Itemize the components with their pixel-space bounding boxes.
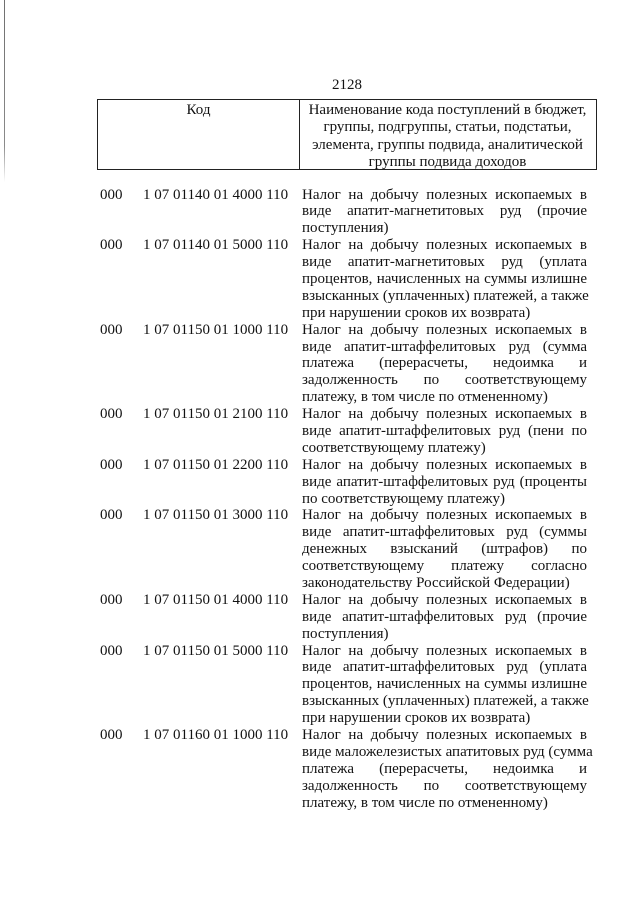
description-line: законодательству Российской Федерации) xyxy=(302,574,570,591)
admin-code-cell: 000 xyxy=(100,406,123,423)
admin-code-cell: 000 xyxy=(100,642,123,659)
revenue-code-cell: 1 07 01160 01 1000 110 xyxy=(143,727,289,743)
description-line: соответствующему платежу согласно xyxy=(302,558,587,575)
description-line: виде апатит-магнетитовых руд (прочие xyxy=(302,203,587,220)
revenue-code-cell: 1 07 01150 01 5000 110 xyxy=(143,642,289,659)
description-line: Налог на добычу полезных ископаемых в xyxy=(302,321,587,338)
description-line: виде апатит-штаффелитовых руд (проценты xyxy=(302,473,587,490)
table-row xyxy=(97,507,597,591)
admin-code-cell: 000 xyxy=(100,237,123,254)
description-line: виде апатит-штаффелитовых руд (уплата xyxy=(302,659,587,676)
description-line: поступления) xyxy=(302,220,389,237)
description-line: при нарушении сроков их возврата) xyxy=(302,710,531,727)
description-line: Налог на добычу полезных ископаемых в xyxy=(302,727,587,743)
admin-code-cell: 000 xyxy=(100,507,123,524)
description-line: соответствующему платежу) xyxy=(302,439,486,456)
header-name-line: группы подвида доходов xyxy=(368,153,527,170)
table-row xyxy=(97,457,597,508)
description-line: платежа (перерасчеты, недоимка и xyxy=(302,760,587,777)
revenue-code-cell: 1 07 01140 01 4000 110 xyxy=(143,186,289,203)
description-cell xyxy=(302,457,587,508)
description-line: Налог на добычу полезных ископаемых в xyxy=(302,186,587,203)
description-line: Налог на добычу полезных ископаемых в xyxy=(302,406,587,423)
description-cell xyxy=(302,727,593,811)
description-line: задолженность по соответствующему xyxy=(302,372,587,389)
revenue-code-cell: 1 07 01140 01 5000 110 xyxy=(143,237,289,254)
table-row xyxy=(97,237,597,321)
description-line: платежа (перерасчеты, недоимка и xyxy=(302,355,587,372)
admin-code-cell: 000 xyxy=(100,186,123,203)
description-line: Налог на добычу полезных ископаемых в xyxy=(302,642,587,659)
header-column-divider xyxy=(299,100,300,169)
description-line: взысканных (уплаченных) платежей, а также xyxy=(302,693,589,710)
description-cell xyxy=(302,643,587,727)
description-line: задолженность по соответствующему xyxy=(302,777,587,794)
description-line: виде маложелезистых апатитовых руд (сумма xyxy=(302,743,593,760)
description-cell xyxy=(302,187,587,238)
table-row xyxy=(97,592,597,643)
table-row xyxy=(97,727,597,811)
header-name-line: Наименование кода поступлений в бюджет, xyxy=(308,102,587,118)
table-header xyxy=(97,99,597,170)
table-row xyxy=(97,322,597,406)
description-line: Налог на добычу полезных ископаемых в xyxy=(302,237,587,254)
header-name-line: элемента, группы подвида, аналитической xyxy=(312,136,583,153)
revenue-code-cell: 1 07 01150 01 3000 110 xyxy=(143,507,289,524)
description-cell xyxy=(302,507,587,591)
description-cell xyxy=(302,237,587,321)
description-line: денежных взысканий (штрафов) по xyxy=(302,541,587,558)
description-line: Налог на добычу полезных ископаемых в xyxy=(302,591,587,608)
admin-code-cell: 000 xyxy=(100,727,123,743)
admin-code-cell: 000 xyxy=(100,591,123,608)
table-row xyxy=(97,187,597,238)
revenue-code-cell: 1 07 01150 01 2200 110 xyxy=(143,456,289,473)
table-row xyxy=(97,643,597,727)
description-line: платежу, в том числе по отмененному) xyxy=(302,794,548,811)
description-line: виде апатит-штаффелитовых руд (пени по xyxy=(302,422,587,439)
description-cell xyxy=(302,322,587,406)
scan-edge-line xyxy=(4,0,5,182)
revenue-code-cell: 1 07 01150 01 2100 110 xyxy=(143,406,289,423)
description-line: по соответствующему платежу) xyxy=(302,490,505,507)
description-line: взысканных (уплаченных) платежей, а также xyxy=(302,287,589,304)
header-name-line: группы, подгруппы, статьи, подстатьи, xyxy=(323,119,572,136)
description-line: виде апатит-магнетитовых руд (уплата xyxy=(302,254,587,271)
description-line: платежу, в том числе по отмененному) xyxy=(302,389,548,406)
description-cell xyxy=(302,406,587,457)
description-line: поступления) xyxy=(302,625,389,642)
table-row xyxy=(97,406,597,457)
description-line: виде апатит-штаффелитовых руд (прочие xyxy=(302,608,587,625)
description-line: процентов, начисленных на суммы излишне xyxy=(302,270,587,287)
revenue-code-cell: 1 07 01150 01 4000 110 xyxy=(143,591,289,608)
page-number: 2128 xyxy=(332,77,362,93)
description-line: Налог на добычу полезных ископаемых в xyxy=(302,456,587,473)
revenue-code-cell: 1 07 01150 01 1000 110 xyxy=(143,321,289,338)
description-line: Налог на добычу полезных ископаемых в xyxy=(302,507,587,524)
description-line: виде апатит-штаффелитовых руд (сумма xyxy=(302,338,587,355)
description-line: при нарушении сроков их возврата) xyxy=(302,304,531,321)
admin-code-cell: 000 xyxy=(100,321,123,338)
description-line: процентов, начисленных на суммы излишне xyxy=(302,676,587,693)
table-body xyxy=(97,187,597,812)
header-code-label: Код xyxy=(186,102,211,118)
description-line: виде апатит-штаффелитовых руд (суммы xyxy=(302,524,587,541)
admin-code-cell: 000 xyxy=(100,456,123,473)
description-cell xyxy=(302,592,587,643)
header-name-label xyxy=(301,102,594,171)
